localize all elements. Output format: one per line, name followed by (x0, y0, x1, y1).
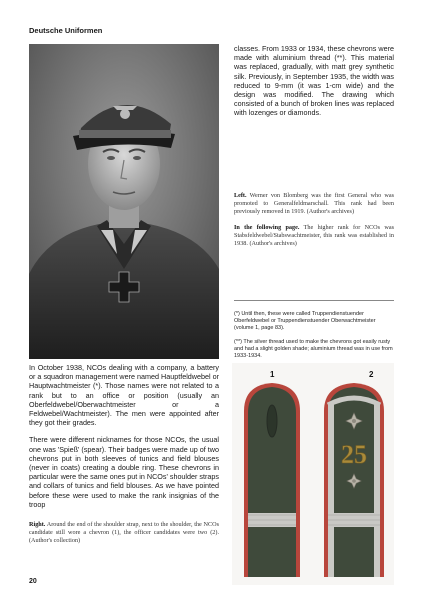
footnote-divider (234, 300, 394, 301)
strap-label-1: 1 (270, 370, 275, 379)
body-text-block (29, 363, 219, 509)
shoulder-straps-photo (232, 363, 394, 585)
running-header: Deutsche Uniformen (29, 26, 103, 35)
caption-text: Werner von Blomberg was the first General who was promoted to Generalfeldmarschall. This rank had been previously removed in 1919. (Author's archives) (234, 192, 394, 215)
page-number: 20 (29, 578, 37, 585)
caption-lead: Left. (234, 192, 247, 199)
caption-right (29, 521, 219, 545)
caption-text: The higher rank for NCOs was Stabsfeldwebel/Stabswachtmeister, this rank was established in 1938. (Author's archives) (234, 224, 394, 247)
shoulder-strap-1 (244, 383, 300, 577)
body-paragraph: classes. From 1933 or 1934, these chevrons were made with aluminium thread (**). This material was replaced, gradually, with matt grey synthetic silk. Previously, in September 1935, the width was reduced to 9-mm (it was 1-cm wide) and the design was modified. The drawing which consisted of a bunch of broken lines was replaced with lozenges or diamonds. (234, 44, 394, 118)
portrait-illustration (29, 44, 219, 359)
caption-text: Around the end of the shoulder strap, next to the shoulder, the NCOs candidate still wore a chevron (1), the officer candidates were two (2). (Author's collection) (29, 521, 219, 545)
footnote: (**) The silver thread used to make the chevrons got easily rusty and had a slight golden shade; aluminium thread was in use from 1933-1934. (234, 338, 393, 360)
caption-lead: Right. (29, 521, 46, 529)
shoulder-straps-illustration (232, 363, 394, 585)
left-column-text (29, 363, 219, 553)
caption-left (234, 192, 394, 216)
caption-following-page (234, 224, 394, 248)
photo-captions (234, 192, 394, 256)
shoulder-strap-2 (324, 383, 384, 577)
body-paragraph: In October 1938, NCOs dealing with a company, a battery or a squadron management were named Hauptfeldwebel or Hauptwachtmeister (*). Those names were not related to a rank but to an office or position (usually an Oberfeldwebel/Oberwachtmeister or a Feldwebel/Wachtmeister). The men were appointed after they got their grades. (29, 363, 219, 428)
body-paragraph: There were different nicknames for those NCOs, the usual one was 'Spieß' (spear). Their badges were made up of two chevrons put in both sleeves of tunics and field blouses (never in coats) creating a double ring. These chevrons in particular were the same ones put in NCOs' shoulder straps and collars of tunics and field blouses. As we have pointed before these were used to make the rank insignias of the troop (29, 435, 219, 509)
caption-lead: In the following page. (234, 224, 300, 231)
footnotes (234, 311, 394, 366)
footnote: (*) Until then, these were called Truppendienstuender Oberfeldwebel or Truppendienstuender Oberwachtmeister (volume 1, page 83). (234, 311, 376, 332)
unit-numeral: 25 (341, 440, 367, 469)
portrait-photo (29, 44, 219, 359)
right-column-text (234, 44, 394, 118)
strap-label-2: 2 (369, 370, 374, 379)
